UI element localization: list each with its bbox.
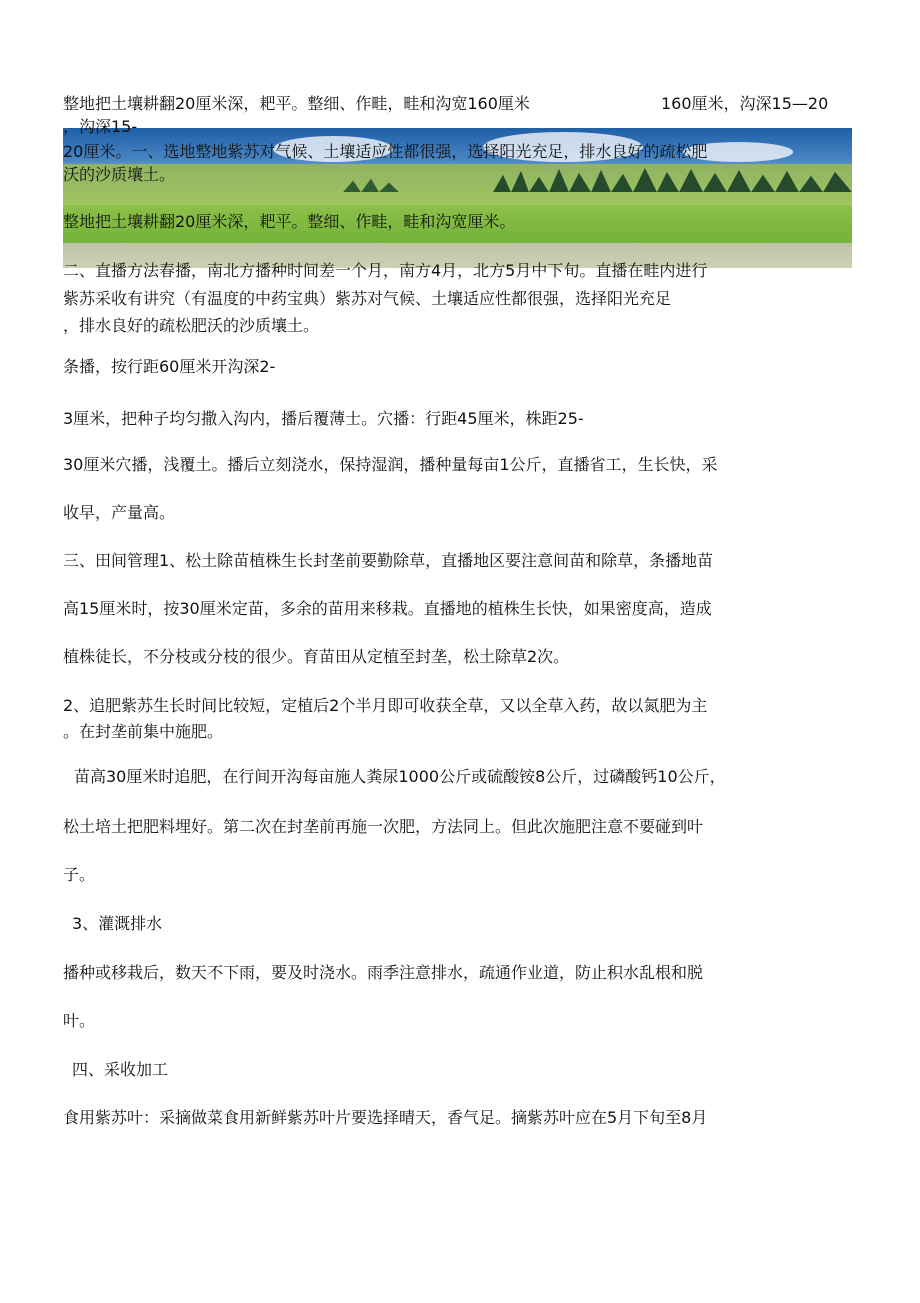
text-line: 紫苏采收有讲究（有温度的中药宝典）紫苏对气候、土壤适应性都很强，选择阳光充足 — [63, 289, 672, 308]
text-line: 二、直播方法春播，南北方播种时间差一个月，南方4月，北方5月中下旬。直播在畦内进行 — [63, 261, 708, 280]
text-line: 子。 — [63, 865, 96, 884]
text-line: 食用紫苏叶：采摘做菜食用新鲜紫苏叶片要选择晴天，香气足。摘紫苏叶应在5月下旬至8月 — [63, 1108, 708, 1127]
text-line: 叶。 — [63, 1011, 96, 1030]
text-line: ，排水良好的疏松肥沃的沙质壤土。 — [63, 316, 320, 335]
text-line: 30厘米穴播，浅覆土。播后立刻浇水，保持湿润，播种量每亩1公斤，直播省工，生长快，采 — [63, 455, 718, 474]
text-line: 整地把土壤耕翻20厘米深，耙平。整细、作畦，畦和沟宽厘米。 — [63, 212, 516, 231]
text-line: 3厘米，把种子均匀撒入沟内，播后覆薄士。穴播：行距45厘米，株距25- — [63, 409, 584, 428]
text-line: 160厘米，沟深15—20 — [661, 94, 829, 113]
text-line: 条播，按行距60厘米开沟深2- — [63, 357, 276, 376]
text-line: 播种或移栽后，数天不下雨，要及时浇水。雨季注意排水，疏通作业道，防止积水乱根和脱 — [63, 963, 704, 982]
text-line: 收早，产量高。 — [63, 503, 176, 522]
text-line: 高15厘米时，按30厘米定苗，多余的苗用来移栽。直播地的植株生长快，如果密度高，造成 — [63, 599, 712, 618]
text-line: 沃的沙质壤土。 — [63, 165, 176, 184]
text-line: 。在封垄前集中施肥。 — [63, 722, 224, 741]
text-line: 整地把土壤耕翻20厘米深，耙平。整细、作畦，畦和沟宽160厘米 — [63, 94, 530, 113]
text-line: ，沟深15- — [63, 117, 138, 136]
text-line: 三、田间管理1、松土除苗植株生长封垄前要勤除草，直播地区要注意间苗和除草，条播地苗 — [63, 551, 714, 570]
text-line: 苗高30厘米时追肥，在行间开沟每亩施人粪尿1000公斤或硫酸铵8公斤，过磷酸钙10公斤， — [74, 767, 726, 786]
text-line: 20厘米。一、选地整地紫苏对气候、土壤适应性都很强，选择阳光充足，排水良好的疏松肥 — [63, 142, 708, 161]
forest-treeline — [63, 167, 852, 192]
text-line: 2、追肥紫苏生长时间比较短，定植后2个半月即可收获全草，又以全草入药，故以氮肥为主 — [63, 696, 708, 715]
section-heading: 3、灌溉排水 — [72, 914, 163, 933]
section-heading: 四、采收加工 — [72, 1060, 169, 1079]
text-line: 松土培土把肥料埋好。第二次在封垄前再施一次肥，方法同上。但此次施肥注意不要碰到叶 — [63, 817, 704, 836]
text-line: 植株徒长，不分枝或分枝的很少。育苗田从定植至封垄，松土除草2次。 — [63, 647, 570, 666]
